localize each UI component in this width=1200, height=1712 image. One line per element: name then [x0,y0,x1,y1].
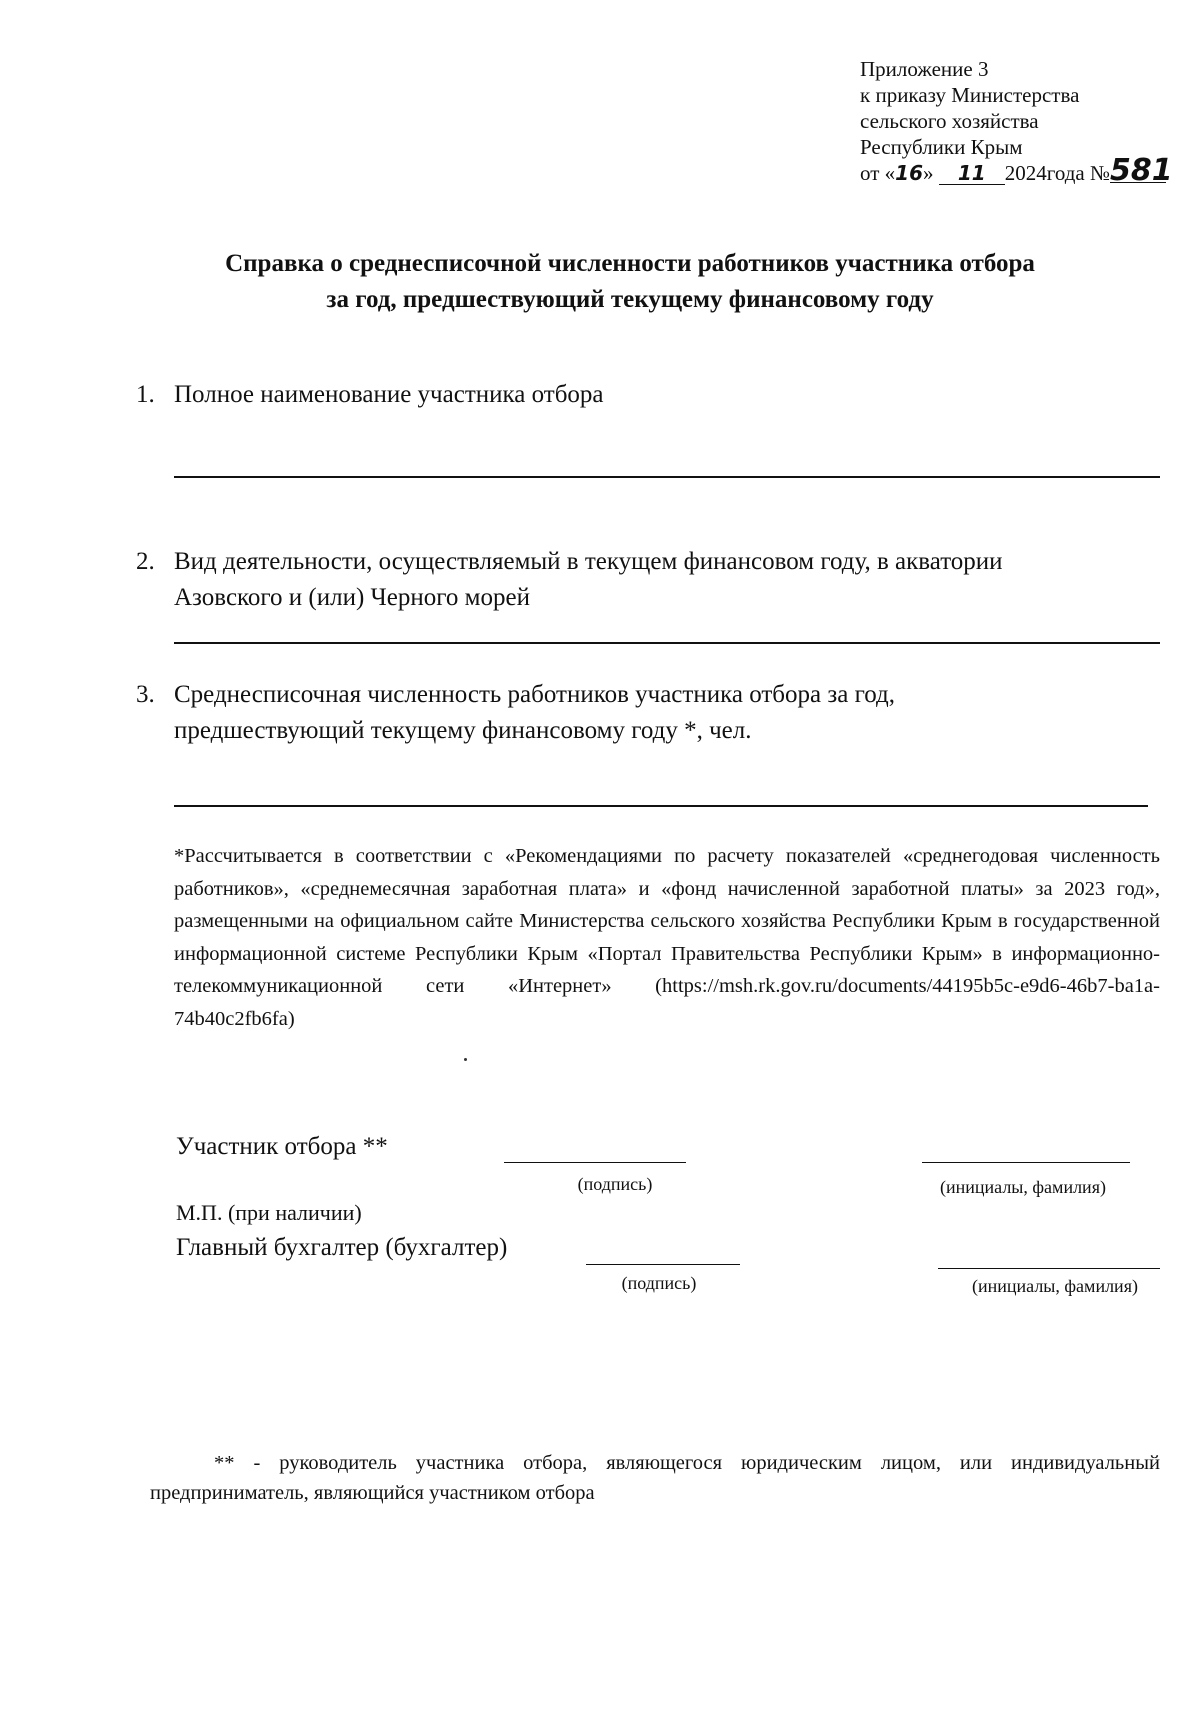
item-2-fill-line[interactable] [174,642,1160,644]
date-quote-close: » [923,161,934,185]
order-number-handwritten: 581 [1110,153,1173,188]
stamp-label: М.П. (при наличии) [176,1200,362,1225]
item-number: 2. [136,548,155,575]
item-text [174,377,604,413]
form-item-3 [136,677,1166,753]
item-text [174,677,895,749]
form-item-2 [136,544,1166,620]
document-title [100,246,1160,318]
item-number: 1. [136,381,155,408]
name-caption: (инициалы, фамилия) [940,1177,1106,1197]
appendix-line-1: Приложение 3 [860,57,989,81]
participant-label: Участник отбора ** [176,1133,388,1160]
item-text-line-2: предшествующий текущему финансовому году *, чел. [174,717,752,744]
order-date-line [860,153,1180,188]
appendix-line-2: к приказу Министерства [860,83,1080,107]
date-year-text: 2024года № [1004,161,1111,185]
appendix-line-3: сельского хозяйства [860,109,1039,133]
scan-speck [464,1058,467,1061]
appendix-header [860,56,1180,186]
accountant-name-line[interactable] [938,1268,1160,1269]
item-text-line-1: Вид деятельности, осуществляемый в текущем финансовом году, в акватории [174,548,1003,575]
participant-signature-line[interactable] [504,1162,686,1163]
date-month-handwritten: 11 [939,162,1005,185]
accountant-signature-line[interactable] [586,1264,740,1265]
footnote-participant-head: ** - руководитель участника отбора, являющегося юридическим лицом, или индивидуальный предприниматель, являющийся участником отбора [150,1452,1160,1504]
footnote-calculation: *Рассчитывается в соответствии с «Рекомендациями по расчету показателей «среднегодовая численность работников», «среднемесячная заработная плата» и «фонд начисленной заработной платы» за 2023 год», размещенными на официальном сайте Министерства сельского хозяйства Республики Крым в государственной информационной системе Республики Крым «Портал Правительства Республики Крым» в информационно-телекоммуникационной сети «Интернет» (https://msh.rk.gov.ru/documents/44195b5c-e9d6-46b7-ba1a-74b40c2fb6fa) [174,845,1160,1030]
signature-caption: (подпись) [621,1273,697,1293]
item-text-line-1: Среднесписочная численность работников участника отбора за год, [174,681,895,708]
form-item-1 [136,377,1166,417]
participant-name-line[interactable] [922,1162,1130,1163]
item-text [174,544,1003,616]
title-line-1: Справка о среднесписочной численности работников участника отбора [225,250,1035,277]
date-prefix: от « [860,161,896,185]
item-text-line-2: Азовского и (или) Черного морей [174,584,530,611]
item-3-fill-line[interactable] [174,805,1148,807]
name-caption: (инициалы, фамилия) [972,1276,1138,1296]
appendix-line-4: Республики Крым [860,135,1023,159]
title-line-2: за год, предшествующий текущему финансовому году [326,286,934,313]
accountant-label: Главный бухгалтер (бухгалтер) [176,1234,508,1261]
date-day-handwritten: 16 [895,161,923,185]
item-1-fill-line[interactable] [174,476,1160,478]
signature-caption: (подпись) [577,1174,653,1194]
item-text-line-1: Полное наименование участника отбора [174,381,604,408]
item-number: 3. [136,681,155,708]
